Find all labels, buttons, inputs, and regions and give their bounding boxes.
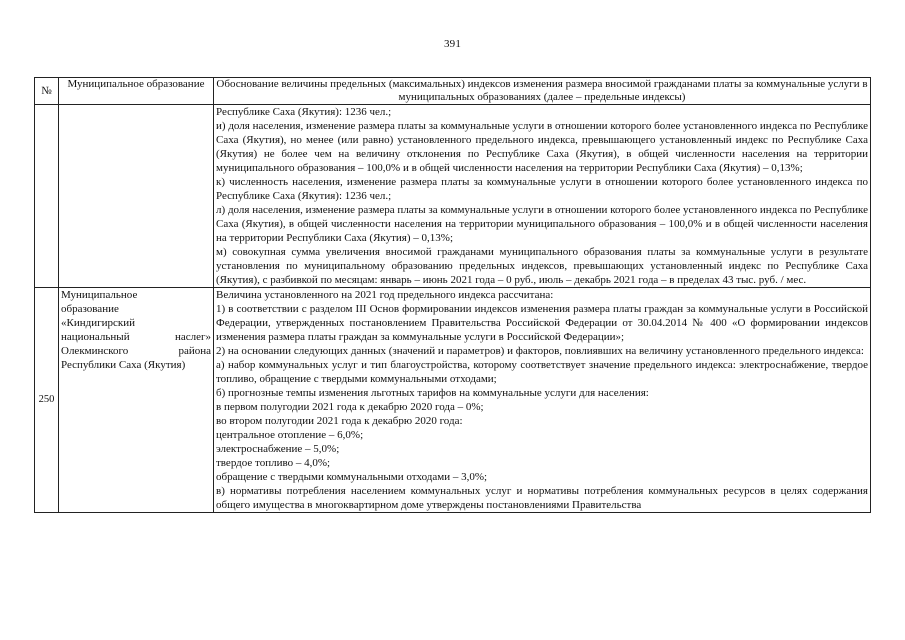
text-line: электроснабжение – 5,0%;	[216, 443, 340, 455]
header-number: №	[35, 78, 59, 105]
text-line: л) доля населения, изменение размера платы за коммунальные услуги в отношении которого более установленного индекса по Республике Саха (Якутия), в общей численности населения на территории муниципального образования – 100,0% и в общей численности населения на территории Республики Саха (Якутия) – 0,13%;	[216, 204, 868, 244]
row-number: 250	[35, 288, 59, 513]
municipality-line: «Киндигирский	[61, 317, 135, 329]
text-line: центральное отопление – 6,0%;	[216, 429, 364, 441]
municipality-cell	[59, 105, 214, 288]
table-row	[35, 288, 871, 513]
header-justification: Обоснование величины предельных (максимальных) индексов изменения размера вносимой гражданами платы за коммунальные услуги в муниципальных образованиях (далее – предельные индексы)	[214, 78, 871, 105]
text-line: м) совокупная сумма увеличения вносимой гражданами муниципального образования платы за коммунальные услуги в результате установления по муниципальному образованию предельных индексов, превышающих установленный индекс по Республике Саха (Якутия), с разбивкой по месяцам: январь – июнь 2021 года – 0 руб., июль – декабрь 2021 года – в пределах 43 тыс. руб. / мес.	[216, 246, 868, 286]
municipality-line: Республики Саха (Якутия)	[61, 359, 186, 371]
table-header	[35, 78, 871, 105]
text-line: в) нормативы потребления населением коммунальных услуг и нормативы потребления коммунальных ресурсов в целях содержания общего имущества в многоквартирном доме утверждены постановлениями Правительства	[216, 485, 868, 511]
text-line: и) доля населения, изменение размера платы за коммунальные услуги в отношении которого более установленного индекса по Республике Саха (Якутия), но менее (или равно) установленного предельного индекса, превышающего установленный индекс по Республике Саха (Якутия) не более чем на величину отклонения по Республике Саха (Якутия), в общей численности населения на территории муниципального образования – 100,0% и в общей численности населения на территории Республики Саха (Якутия) – 0,13%;	[216, 120, 868, 174]
text-line: Величина установленного на 2021 год предельного индекса рассчитана:	[216, 289, 554, 301]
table-row	[35, 105, 871, 288]
justification-cell	[214, 288, 871, 513]
text-line: в первом полугодии 2021 года к декабрю 2020 года – 0%;	[216, 401, 484, 413]
text-line: Республике Саха (Якутия): 1236 чел.;	[216, 106, 392, 118]
text-line: 1) в соответствии с разделом III Основ формировании индексов изменения размера платы граждан за коммунальные услуги в Российской Федерации, утвержденных постановлением Правительства Российской Федерации от 30.04.2014 № 400 «О формировании индексов изменения размера платы граждан за коммунальные услуги в Российской Федерации»;	[216, 303, 868, 343]
text-line: а) набор коммунальных услуг и тип благоустройства, которому соответствует значение предельного индекса: электроснабжение, твердое топливо, обращение с твердыми коммунальными отходами;	[216, 359, 868, 385]
text-line: к) численность населения, изменение размера платы за коммунальные услуги в отношении которого более установленного индекса по Республике Саха (Якутия): 1236 чел.;	[216, 176, 868, 202]
text-line: 2) на основании следующих данных (значений и параметров) и факторов, повлиявших на величину установленного предельного индекса:	[216, 345, 864, 357]
text-line: обращение с твердыми коммунальными отходами – 3,0%;	[216, 471, 488, 483]
text-line: во втором полугодии 2021 года к декабрю 2020 года:	[216, 415, 463, 427]
municipality-cell	[59, 288, 214, 513]
justification-table	[34, 77, 871, 513]
municipality-line: национальный наслег»	[61, 331, 211, 343]
justification-cell	[214, 105, 871, 288]
municipality-line: Муниципальное	[61, 289, 138, 301]
municipality-line: Олекминского района	[61, 345, 211, 357]
text-line: б) прогнозные темпы изменения льготных тарифов на коммунальные услуги для населения:	[216, 387, 649, 399]
header-municipality: Муниципальное образование	[59, 78, 214, 105]
text-line: твердое топливо – 4,0%;	[216, 457, 331, 469]
row-number	[35, 105, 59, 288]
page-number: 391	[443, 38, 462, 50]
municipality-line: образование	[61, 303, 119, 315]
